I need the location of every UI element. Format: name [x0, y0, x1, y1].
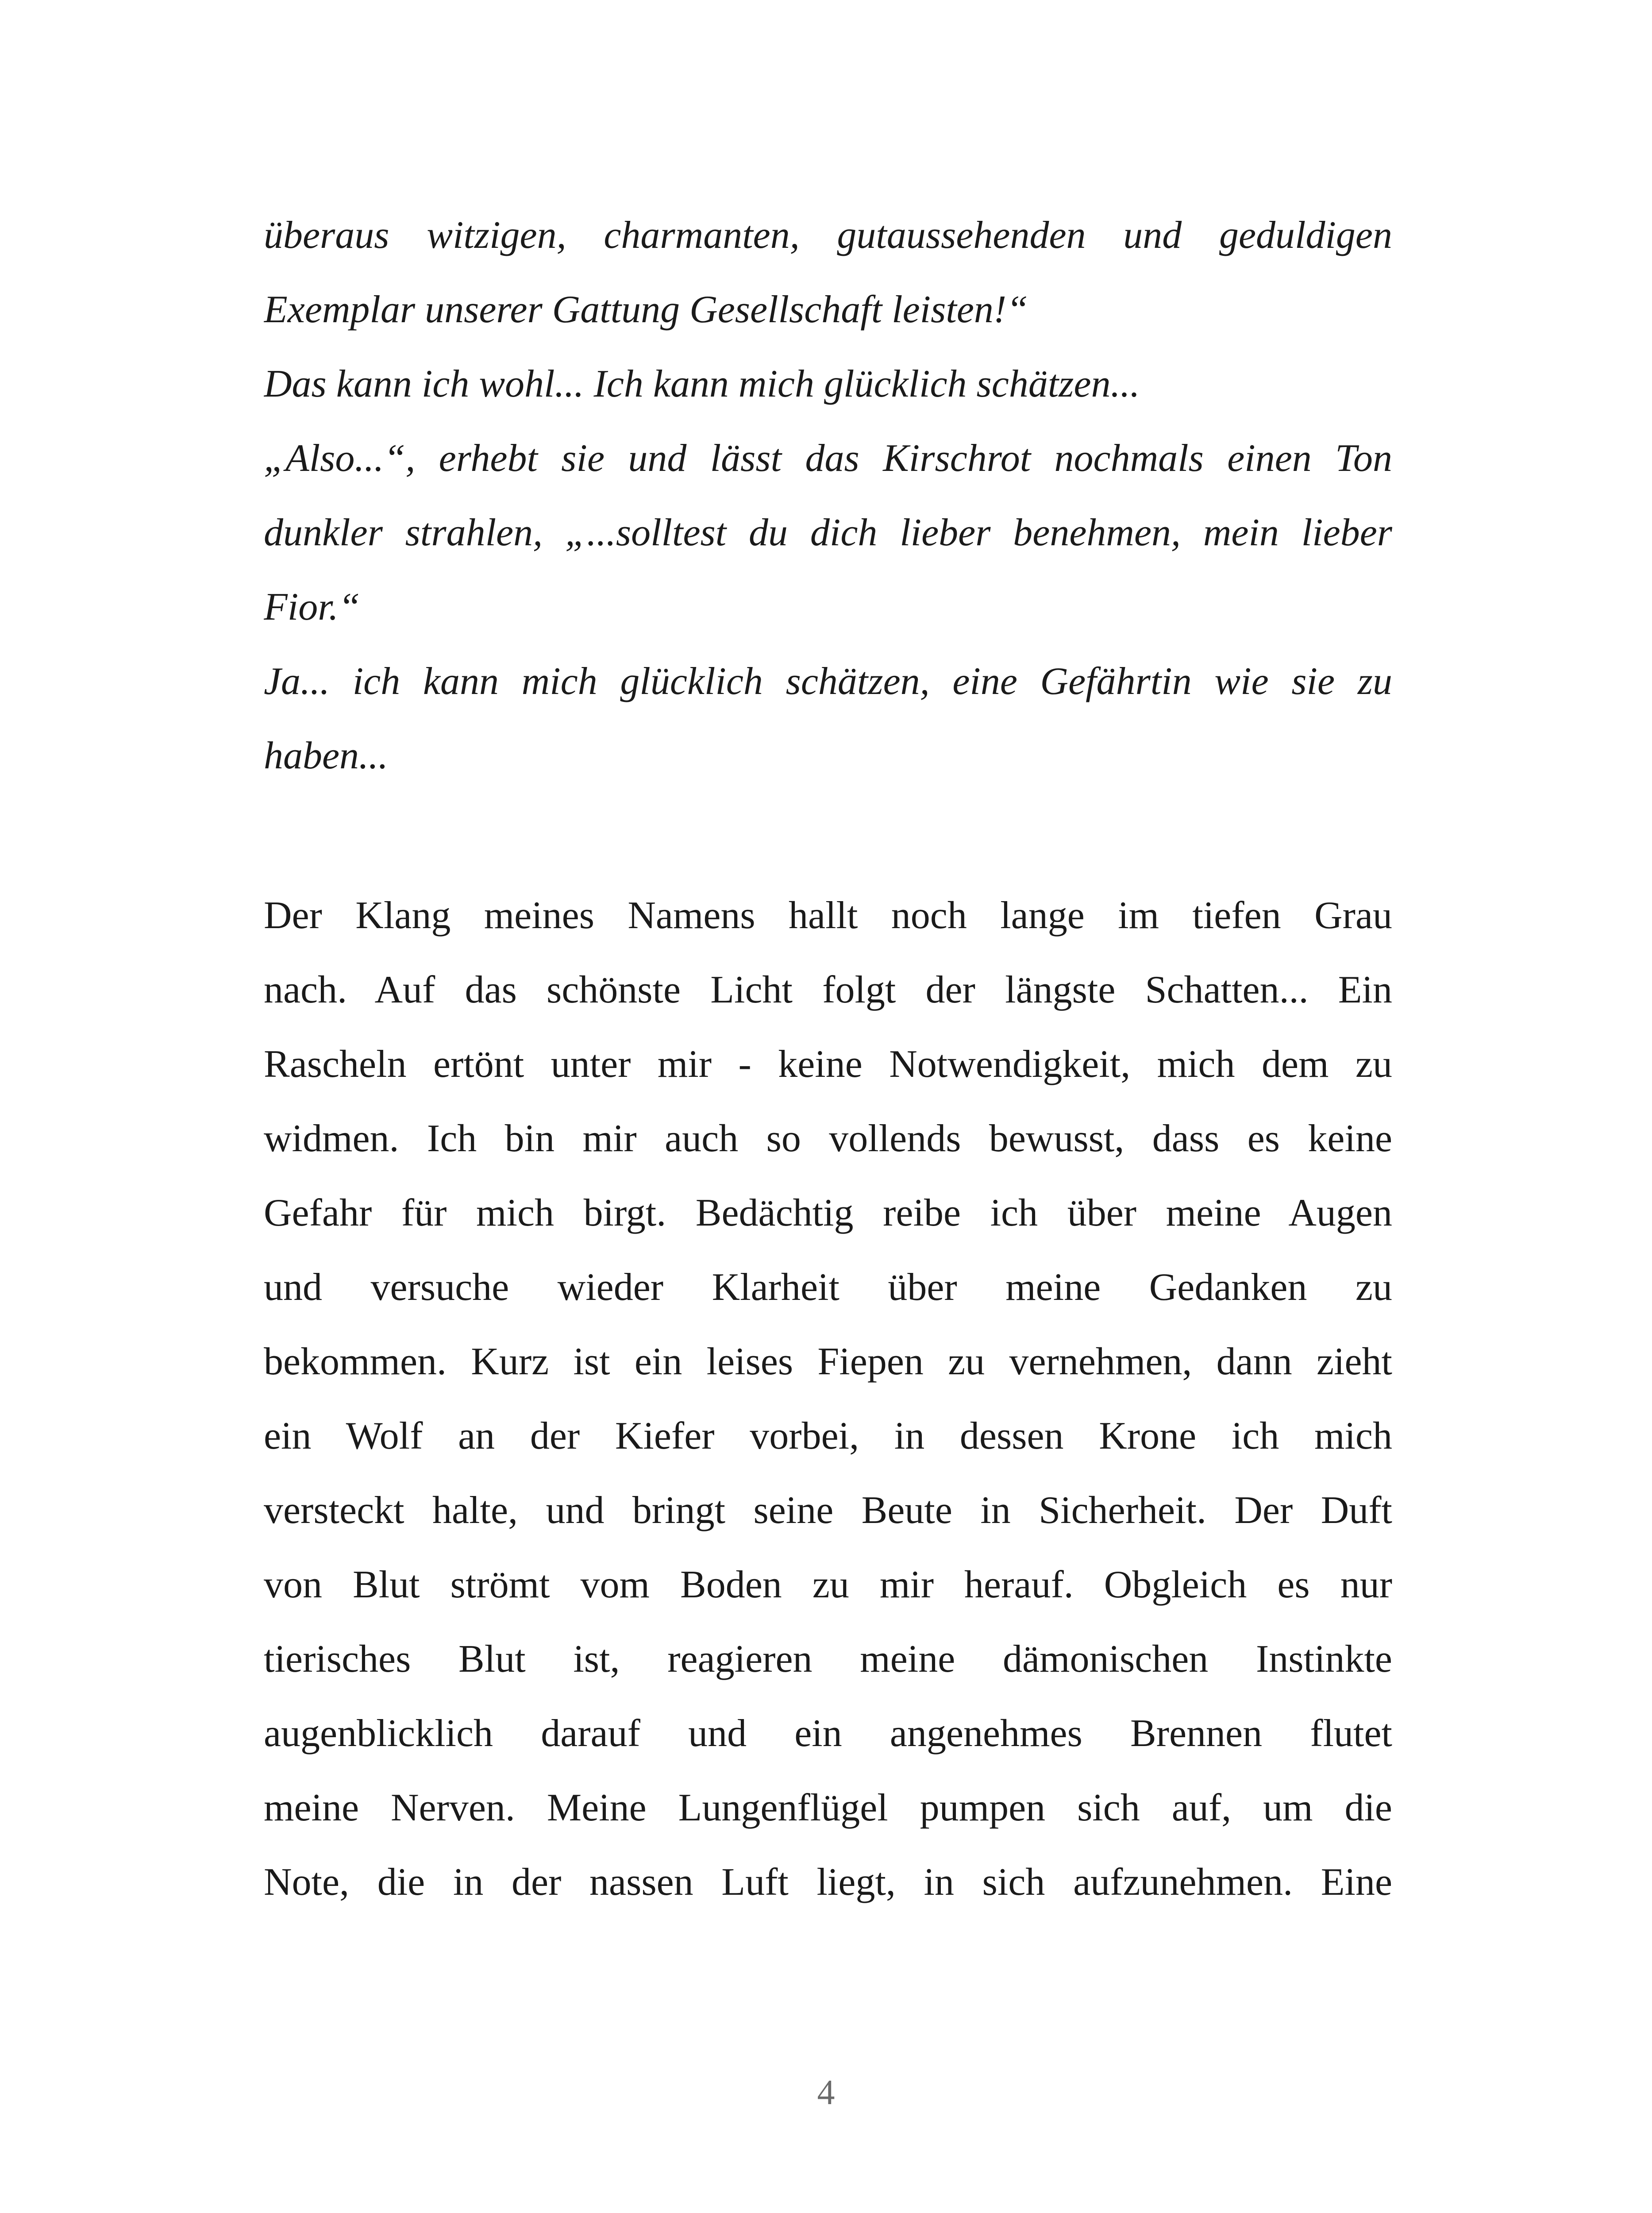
paragraph-line: Note, die in der nassen Luft liegt, in sich aufzunehmen. Eine: [264, 1861, 1392, 1904]
paragraph-line: von Blut strömt vom Boden zu mir herauf. Obgleich es nur: [264, 1563, 1392, 1606]
dialogue-line: Das kann ich wohl... Ich kann mich glücklich schätzen...: [264, 362, 1140, 405]
paragraph-line: versteckt halte, und bringt seine Beute in Sicherheit. Der Duft: [264, 1489, 1392, 1532]
dialogue-line: überaus witzigen, charmanten, gutaussehenden und geduldigen: [264, 214, 1392, 257]
dialogue-line: Fior.“: [264, 586, 360, 628]
dialogue-block: [264, 198, 1392, 793]
paragraph-line: meine Nerven. Meine Lungenflügel pumpen sich auf, um die: [264, 1786, 1392, 1829]
dialogue-line: Ja... ich kann mich glücklich schätzen, eine Gefährtin wie sie zu: [264, 660, 1392, 703]
paragraph-line: nach. Auf das schönste Licht folgt der längste Schatten... Ein: [264, 968, 1392, 1011]
paragraph-line: bekommen. Kurz ist ein leises Fiepen zu vernehmen, dann zieht: [264, 1340, 1392, 1383]
paragraph-line: ein Wolf an der Kiefer vorbei, in dessen Krone ich mich: [264, 1415, 1392, 1457]
paragraph-line: und versuche wieder Klarheit über meine Gedanken zu: [264, 1266, 1392, 1309]
paragraph-line: Gefahr für mich birgt. Bedächtig reibe ich über meine Augen: [264, 1191, 1392, 1234]
paragraph-line: widmen. Ich bin mir auch so vollends bewusst, dass es keine: [264, 1117, 1392, 1160]
paragraph-line: tierisches Blut ist, reagieren meine dämonischen Instinkte: [264, 1638, 1392, 1681]
paragraph-line: Der Klang meines Namens hallt noch lange im tiefen Grau: [264, 894, 1392, 937]
dialogue-line: „Also...“, erhebt sie und lässt das Kirschrot nochmals einen Ton: [264, 437, 1392, 480]
dialogue-line: haben...: [264, 734, 389, 777]
dialogue-line: Exemplar unserer Gattung Gesellschaft leisten!“: [264, 288, 1028, 331]
dialogue-line: dunkler strahlen, „...solltest du dich lieber benehmen, mein lieber: [264, 511, 1392, 554]
narrative-paragraph: [264, 879, 1392, 1920]
paragraph-line: augenblicklich darauf und ein angenehmes Brennen flutet: [264, 1712, 1392, 1755]
paragraph-line: Rascheln ertönt unter mir - keine Notwendigkeit, mich dem zu: [264, 1043, 1392, 1086]
page-number: 4: [817, 2073, 835, 2112]
